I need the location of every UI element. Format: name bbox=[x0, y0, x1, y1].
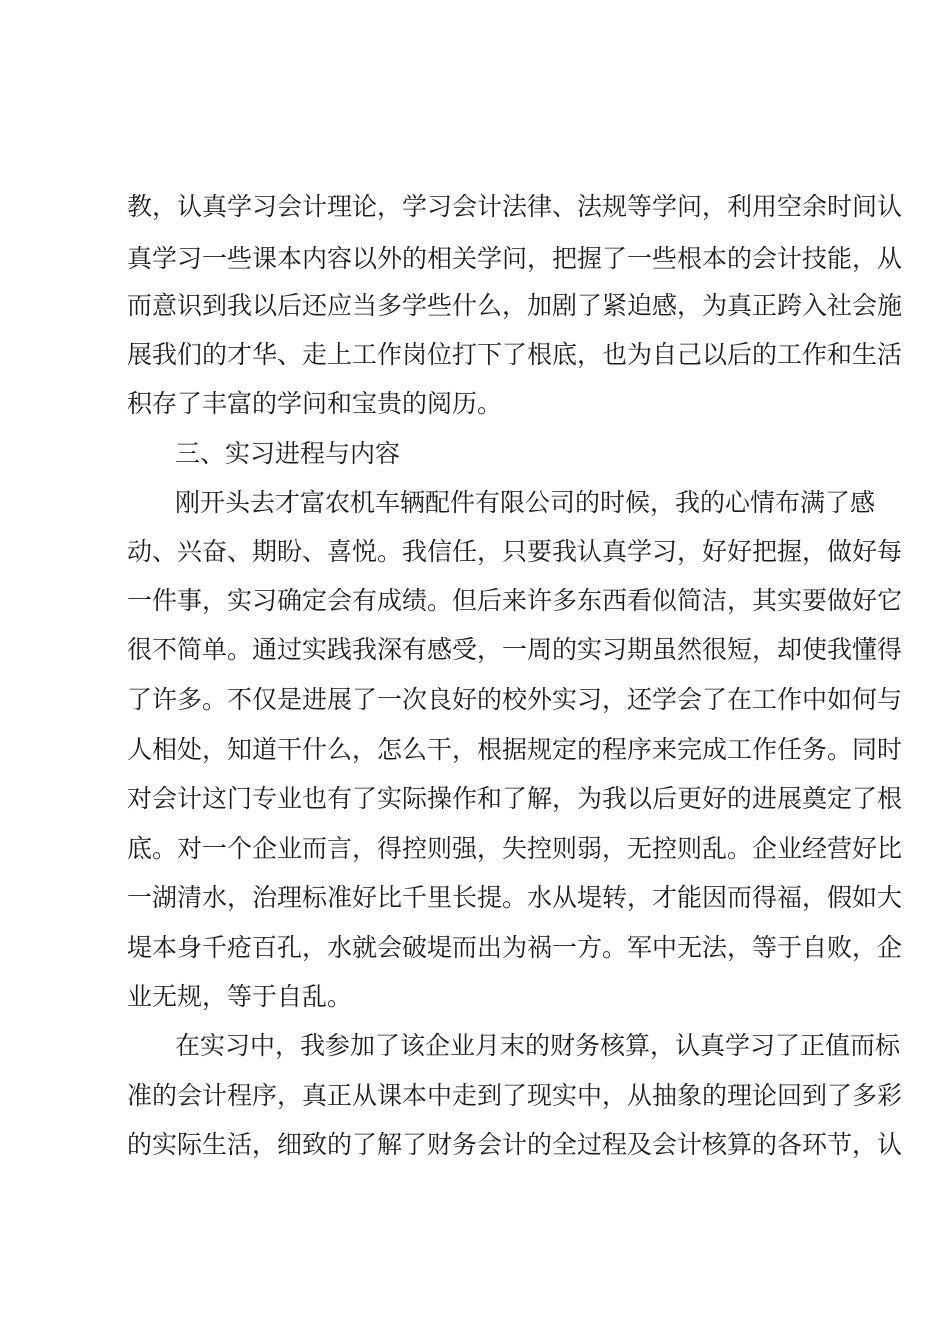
paragraph-1-line-2: 真学习一些课本内容以外的相关学问，把握了一些根本的会计技能，从 bbox=[127, 244, 903, 273]
paragraph-3-line-1: 在实习中，我参加了该企业月末的财务核算，认真学习了正值而标 bbox=[175, 1031, 901, 1060]
paragraph-1-line-1: 教，认真学习会计理论，学习会计法律、法规等学问，利用空余时间认 bbox=[127, 192, 903, 221]
section-heading: 三、实习进程与内容 bbox=[175, 439, 401, 468]
paragraph-2-line-3: 一件事，实习确定会有成绩。但后来许多东西看似简洁，其实要做好它 bbox=[127, 586, 903, 615]
paragraph-2-line-4: 很不简单。通过实践我深有感受，一周的实习期虽然很短，却使我懂得 bbox=[127, 635, 903, 664]
paragraph-2-line-2: 动、兴奋、期盼、喜悦。我信任，只要我认真学习，好好把握，做好每 bbox=[127, 537, 903, 566]
paragraph-1-line-5: 积存了丰富的学问和宝贵的阅历。 bbox=[127, 389, 503, 418]
paragraph-2-line-10: 堤本身千疮百孔，水就会破堤而出为祸一方。军中无法，等于自败，企 bbox=[127, 933, 903, 962]
paragraph-2-line-5: 了许多。不仅是进展了一次良好的校外实习，还学会了在工作中如何与 bbox=[127, 685, 903, 714]
paragraph-2-line-7: 对会计这门专业也有了实际操作和了解，为我以后更好的进展奠定了根 bbox=[127, 784, 903, 813]
paragraph-1-line-3: 而意识到我以后还应当多学些什么，加剧了紧迫感，为真正跨入社会施 bbox=[127, 291, 903, 320]
paragraph-1-line-4: 展我们的才华、走上工作岗位打下了根底，也为自己以后的工作和生活 bbox=[127, 340, 903, 369]
paragraph-2-line-11: 业无规，等于自乱。 bbox=[127, 982, 353, 1011]
paragraph-2-line-8: 底。对一个企业而言，得控则强，失控则弱，无控则乱。企业经营好比 bbox=[127, 834, 903, 863]
paragraph-3-line-2: 准的会计程序，真正从课本中走到了现实中，从抽象的理论回到了多彩 bbox=[127, 1081, 903, 1110]
paragraph-2-line-1: 刚开头去才富农机车辆配件有限公司的时候，我的心情布满了感 bbox=[175, 488, 876, 517]
paragraph-2-line-6: 人相处，知道干什么，怎么干，根据规定的程序来完成工作任务。同时 bbox=[127, 735, 903, 764]
paragraph-3-line-3: 的实际生活，细致的了解了财务会计的全过程及会计核算的各环节，认 bbox=[127, 1130, 903, 1159]
paragraph-2-line-9: 一湖清水，治理标准好比千里长提。水从堤转，才能因而得福，假如大 bbox=[127, 883, 903, 912]
